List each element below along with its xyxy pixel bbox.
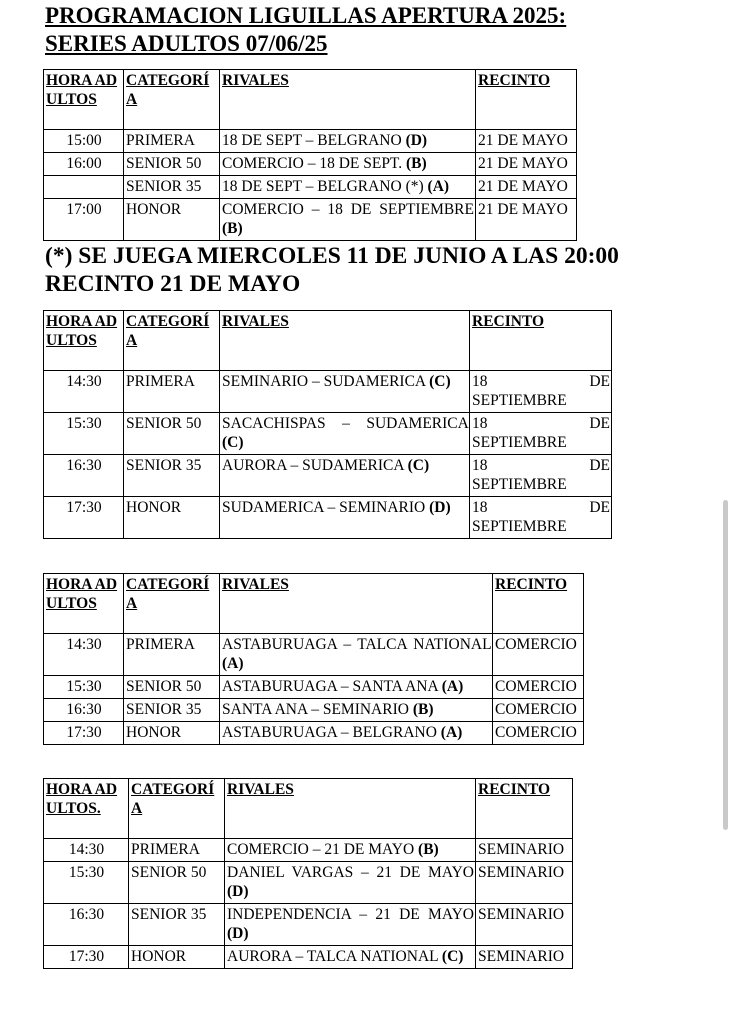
table-row xyxy=(44,699,584,722)
serie-label: (D) xyxy=(405,132,428,149)
rivales-text: COMERCIO – 21 DE MAYO xyxy=(227,841,415,858)
cell-rivales xyxy=(220,634,493,676)
cell-recinto: SEMINARIO xyxy=(476,904,573,946)
cell-rivales xyxy=(220,497,470,539)
cell-hora: 17:30 xyxy=(44,946,129,969)
cell-hora: 16:00 xyxy=(44,153,124,176)
cell-hora: 14:30 xyxy=(44,839,129,862)
cell-rivales xyxy=(220,371,470,413)
cell-recinto: SEMINARIO xyxy=(476,839,573,862)
cell-hora: 15:00 xyxy=(44,130,124,153)
cell-recinto: 18 DE SEPTIEMBRE xyxy=(470,371,612,413)
cell-hora: 15:30 xyxy=(44,862,129,904)
table-row xyxy=(44,946,573,969)
cell-categoria: PRIMERA xyxy=(129,839,225,862)
table-row xyxy=(44,371,612,413)
serie-label: (C) xyxy=(222,434,244,451)
cell-recinto: 18 DE SEPTIEMBRE xyxy=(470,497,612,539)
cell-categoria: SENIOR 35 xyxy=(124,455,220,497)
cell-categoria: SENIOR 50 xyxy=(129,862,225,904)
cell-rivales xyxy=(220,676,493,699)
schedule-note xyxy=(45,242,693,298)
rivales-text: SEMINARIO – SUDAMERICA xyxy=(222,373,426,390)
serie-label: (C) xyxy=(407,457,430,474)
cell-recinto: COMERCIO xyxy=(493,699,584,722)
serie-label: (B) xyxy=(406,155,427,172)
cell-recinto: COMERCIO xyxy=(493,634,584,676)
cell-hora: 16:30 xyxy=(44,455,124,497)
cell-categoria: SENIOR 50 xyxy=(124,676,220,699)
header-categoria: CATEGORÍA xyxy=(124,311,220,371)
cell-hora: 17:30 xyxy=(44,497,124,539)
serie-label: (C) xyxy=(429,373,451,390)
rivales-text: AURORA – TALCA NATIONAL xyxy=(227,948,439,965)
vertical-scrollbar[interactable] xyxy=(723,500,728,830)
serie-label: (A) xyxy=(427,178,450,195)
table-row xyxy=(44,497,612,539)
cell-rivales xyxy=(220,199,476,241)
header-rivales: RIVALES xyxy=(220,574,493,634)
cell-categoria: HONOR xyxy=(124,497,220,539)
rivales-text: COMERCIO – 18 DE SEPT. xyxy=(222,155,403,172)
serie-label: (A) xyxy=(440,724,463,741)
table-row xyxy=(44,199,577,241)
serie-label: (B) xyxy=(418,841,439,858)
schedule-table-18-de-septiembre xyxy=(43,310,612,539)
table-row xyxy=(44,634,584,676)
serie-label: (C) xyxy=(441,948,464,965)
cell-categoria: HONOR xyxy=(124,722,220,745)
cell-recinto: 21 DE MAYO xyxy=(476,130,577,153)
cell-rivales xyxy=(220,176,476,199)
rivales-text: DANIEL VARGAS – 21 DE MAYO xyxy=(227,864,474,881)
table-row xyxy=(44,455,612,497)
header-categoria: CATEGORÍA xyxy=(124,574,220,634)
header-hora: HORA ADULTOS xyxy=(44,311,124,371)
cell-recinto: 21 DE MAYO xyxy=(476,153,577,176)
cell-rivales xyxy=(220,153,476,176)
cell-categoria: HONOR xyxy=(124,199,220,241)
cell-rivales xyxy=(225,839,476,862)
table-header-row xyxy=(44,70,577,130)
serie-label: (A) xyxy=(441,678,464,695)
rivales-text: SUDAMERICA – SEMINARIO xyxy=(222,499,426,516)
title-line-1: PROGRAMACION LIGUILLAS APERTURA 2025: xyxy=(45,3,567,28)
header-categoria: CATEGORÍA xyxy=(129,779,225,839)
rivales-text: 18 DE SEPT – BELGRANO (*) xyxy=(222,178,424,195)
schedule-table-21-de-mayo xyxy=(43,69,577,241)
cell-recinto: 21 DE MAYO xyxy=(476,199,577,241)
cell-categoria: SENIOR 35 xyxy=(129,904,225,946)
cell-categoria: HONOR xyxy=(129,946,225,969)
cell-hora: 17:00 xyxy=(44,199,124,241)
note-line-2: RECINTO 21 DE MAYO xyxy=(45,271,301,297)
schedule-table-seminario xyxy=(43,778,573,969)
header-rivales: RIVALES xyxy=(220,311,470,371)
cell-recinto: 18 DE SEPTIEMBRE xyxy=(470,413,612,455)
header-categoria: CATEGORÍA xyxy=(124,70,220,130)
cell-categoria: PRIMERA xyxy=(124,634,220,676)
header-recinto: RECINTO xyxy=(470,311,612,371)
table-row xyxy=(44,176,577,199)
rivales-text: INDEPENDENCIA – 21 DE MAYO xyxy=(227,906,474,923)
header-recinto: RECINTO xyxy=(476,70,577,130)
rivales-text: ASTABURUAGA – TALCA NATIONAL xyxy=(222,636,491,653)
document-title xyxy=(45,2,693,58)
header-rivales: RIVALES xyxy=(225,779,476,839)
header-rivales: RIVALES xyxy=(220,70,476,130)
cell-categoria: SENIOR 35 xyxy=(124,176,220,199)
cell-recinto: SEMINARIO xyxy=(476,862,573,904)
cell-rivales xyxy=(225,862,476,904)
rivales-text: SACACHISPAS – SUDAMERICA xyxy=(222,415,468,432)
rivales-text: ASTABURUAGA – SANTA ANA xyxy=(222,678,438,695)
table-row xyxy=(44,839,573,862)
cell-rivales xyxy=(225,946,476,969)
serie-label: (D) xyxy=(227,925,249,942)
cell-recinto: 18 DE SEPTIEMBRE xyxy=(470,455,612,497)
serie-label: (A) xyxy=(222,655,244,672)
table-row xyxy=(44,722,584,745)
serie-label: (B) xyxy=(222,220,243,237)
table-row xyxy=(44,153,577,176)
cell-hora: 14:30 xyxy=(44,634,124,676)
rivales-text: COMERCIO – 18 DE SEPTIEMBRE xyxy=(222,201,474,218)
cell-recinto: 21 DE MAYO xyxy=(476,176,577,199)
table-row xyxy=(44,413,612,455)
cell-hora: 14:30 xyxy=(44,371,124,413)
cell-categoria: PRIMERA xyxy=(124,371,220,413)
rivales-text: AURORA – SUDAMERICA xyxy=(222,457,404,474)
cell-recinto: COMERCIO xyxy=(493,676,584,699)
cell-categoria: PRIMERA xyxy=(124,130,220,153)
serie-label: (B) xyxy=(412,701,434,718)
cell-recinto: SEMINARIO xyxy=(476,946,573,969)
table-header-row xyxy=(44,311,612,371)
cell-rivales xyxy=(225,904,476,946)
cell-categoria: SENIOR 35 xyxy=(124,699,220,722)
cell-hora: 15:30 xyxy=(44,676,124,699)
title-line-2: SERIES ADULTOS 07/06/25 xyxy=(45,31,328,56)
cell-hora: 17:30 xyxy=(44,722,124,745)
header-hora: HORA ADULTOS. xyxy=(44,779,129,839)
cell-hora: 16:30 xyxy=(44,904,129,946)
cell-hora: 15:30 xyxy=(44,413,124,455)
table-header-row xyxy=(44,779,573,839)
cell-recinto: COMERCIO xyxy=(493,722,584,745)
serie-label: (D) xyxy=(429,499,451,516)
table-row xyxy=(44,676,584,699)
table-header-row xyxy=(44,574,584,634)
note-line-1: (*) SE JUEGA MIERCOLES 11 DE JUNIO A LAS 20:00 xyxy=(45,243,619,269)
rivales-text: 18 DE SEPT – BELGRANO xyxy=(222,132,402,149)
serie-label: (D) xyxy=(227,883,249,900)
table-row xyxy=(44,904,573,946)
cell-categoria: SENIOR 50 xyxy=(124,153,220,176)
header-hora: HORA ADULTOS xyxy=(44,70,124,130)
schedule-table-comercio xyxy=(43,573,584,745)
header-recinto: RECINTO xyxy=(476,779,573,839)
cell-rivales xyxy=(220,455,470,497)
cell-hora xyxy=(44,176,124,199)
cell-rivales xyxy=(220,413,470,455)
header-recinto: RECINTO xyxy=(493,574,584,634)
rivales-text: SANTA ANA – SEMINARIO xyxy=(222,701,409,718)
header-hora: HORA ADULTOS xyxy=(44,574,124,634)
rivales-text: ASTABURUAGA – BELGRANO xyxy=(222,724,437,741)
table-row xyxy=(44,862,573,904)
cell-hora: 16:30 xyxy=(44,699,124,722)
cell-rivales xyxy=(220,699,493,722)
table-row xyxy=(44,130,577,153)
cell-rivales xyxy=(220,722,493,745)
cell-categoria: SENIOR 50 xyxy=(124,413,220,455)
cell-rivales xyxy=(220,130,476,153)
